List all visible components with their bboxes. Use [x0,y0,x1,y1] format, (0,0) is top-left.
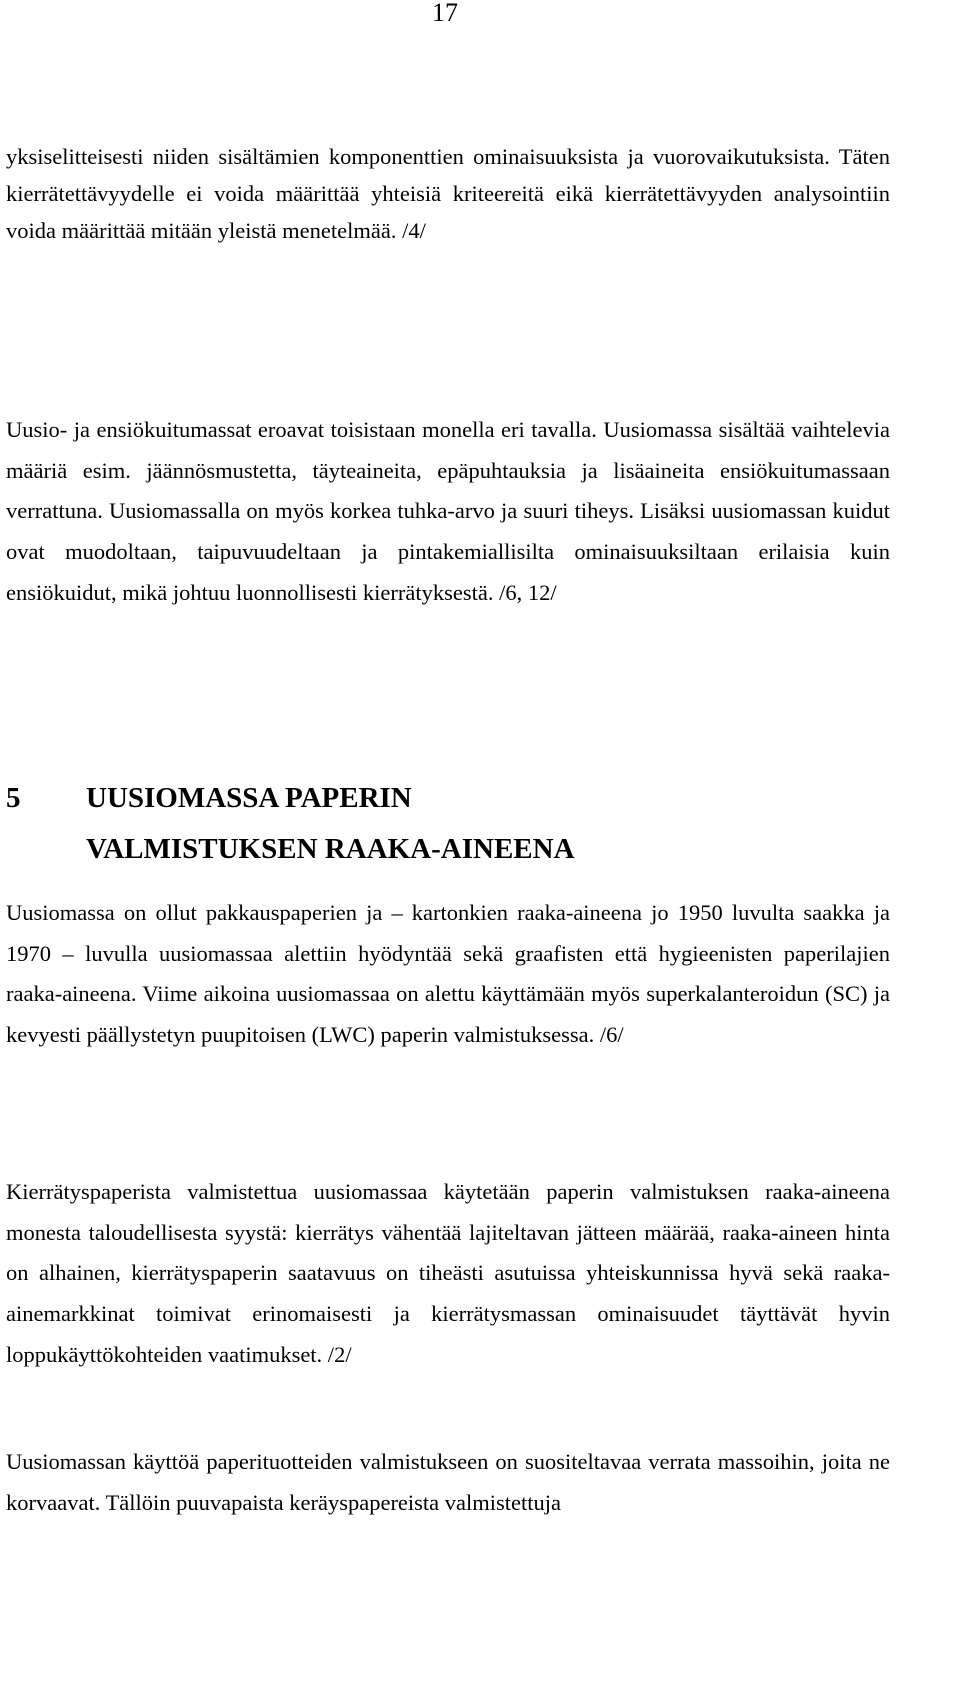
paragraph-comparison: Uusiomassan käyttöä paperituotteiden valmistukseen on suositeltavaa verrata massoihin, joita ne korvaavat. Tällöin puuvapaista keräyspapereista valmistettuja [6,1449,890,1515]
section-heading [6,773,646,875]
paragraph-recyclability: yksiselitteisesti niiden sisältämien komponenttien ominaisuuksista ja vuorovaikutuksista. Täten kierrätettävyydelle ei voida määrittää yhteisiä kriteereitä eikä kierrätettävyyden analysointiin voida määrittää mitään yleistä menetelmää. /4/ [6,144,890,243]
page-number: 17 [432,0,458,27]
paragraph-history: Uusiomassa on ollut pakkauspaperien ja – kartonkien raaka-aineena jo 1950 luvulta saakka ja 1970 – luvulla uusiomassaa alettiin hyödyntää sekä graafisten että hygieenisten paperilajien raaka-aineena. Viime aikoina uusiomassaa on alettu käyttämään myös superkalanteroidun (SC) ja kevyesti päällystetyn puupitoisen (LWC) paperin valmistuksessa. /6/ [6,900,890,1048]
paragraph-pulp-differences: Uusio- ja ensiökuitumassat eroavat toisistaan monella eri tavalla. Uusiomassa sisältää vaihtelevia määriä esim. jäännösmustetta, täyteaineita, epäpuhtauksia ja lisäaineita ensiökuitumassaan verrattuna. Uusiomassalla on myös korkea tuhka-arvo ja suuri tiheys. Lisäksi uusiomassan kuidut ovat muodoltaan, taipuvuudeltaan ja pintakemiallisilta ominaisuuksiltaan erilaisia kuin ensiökuidut, mikä johtuu luonnollisesti kierrätyksestä. /6, 12/ [6,417,890,605]
paragraph-economic-reasons: Kierrätyspaperista valmistettua uusiomassaa käytetään paperin valmistuksen raaka-aineena monesta taloudellisesta syystä: kierrätys vähentää lajiteltavan jätteen määrää, raaka-aineen hinta on alhainen, kierrätyspaperin saatavuus on tiheästi asutuissa yhteiskunnissa hyvä sekä raaka-ainemarkkinat toimivat erinomaisesti ja kierrätysmassan ominaisuudet täyttävät hyvin loppukäyttökohteiden vaatimukset. /2/ [6,1179,890,1367]
section-number: 5 [6,782,21,814]
section-title: UUSIOMASSA PAPERIN VALMISTUKSEN RAAKA-AINEENA [86,782,575,865]
